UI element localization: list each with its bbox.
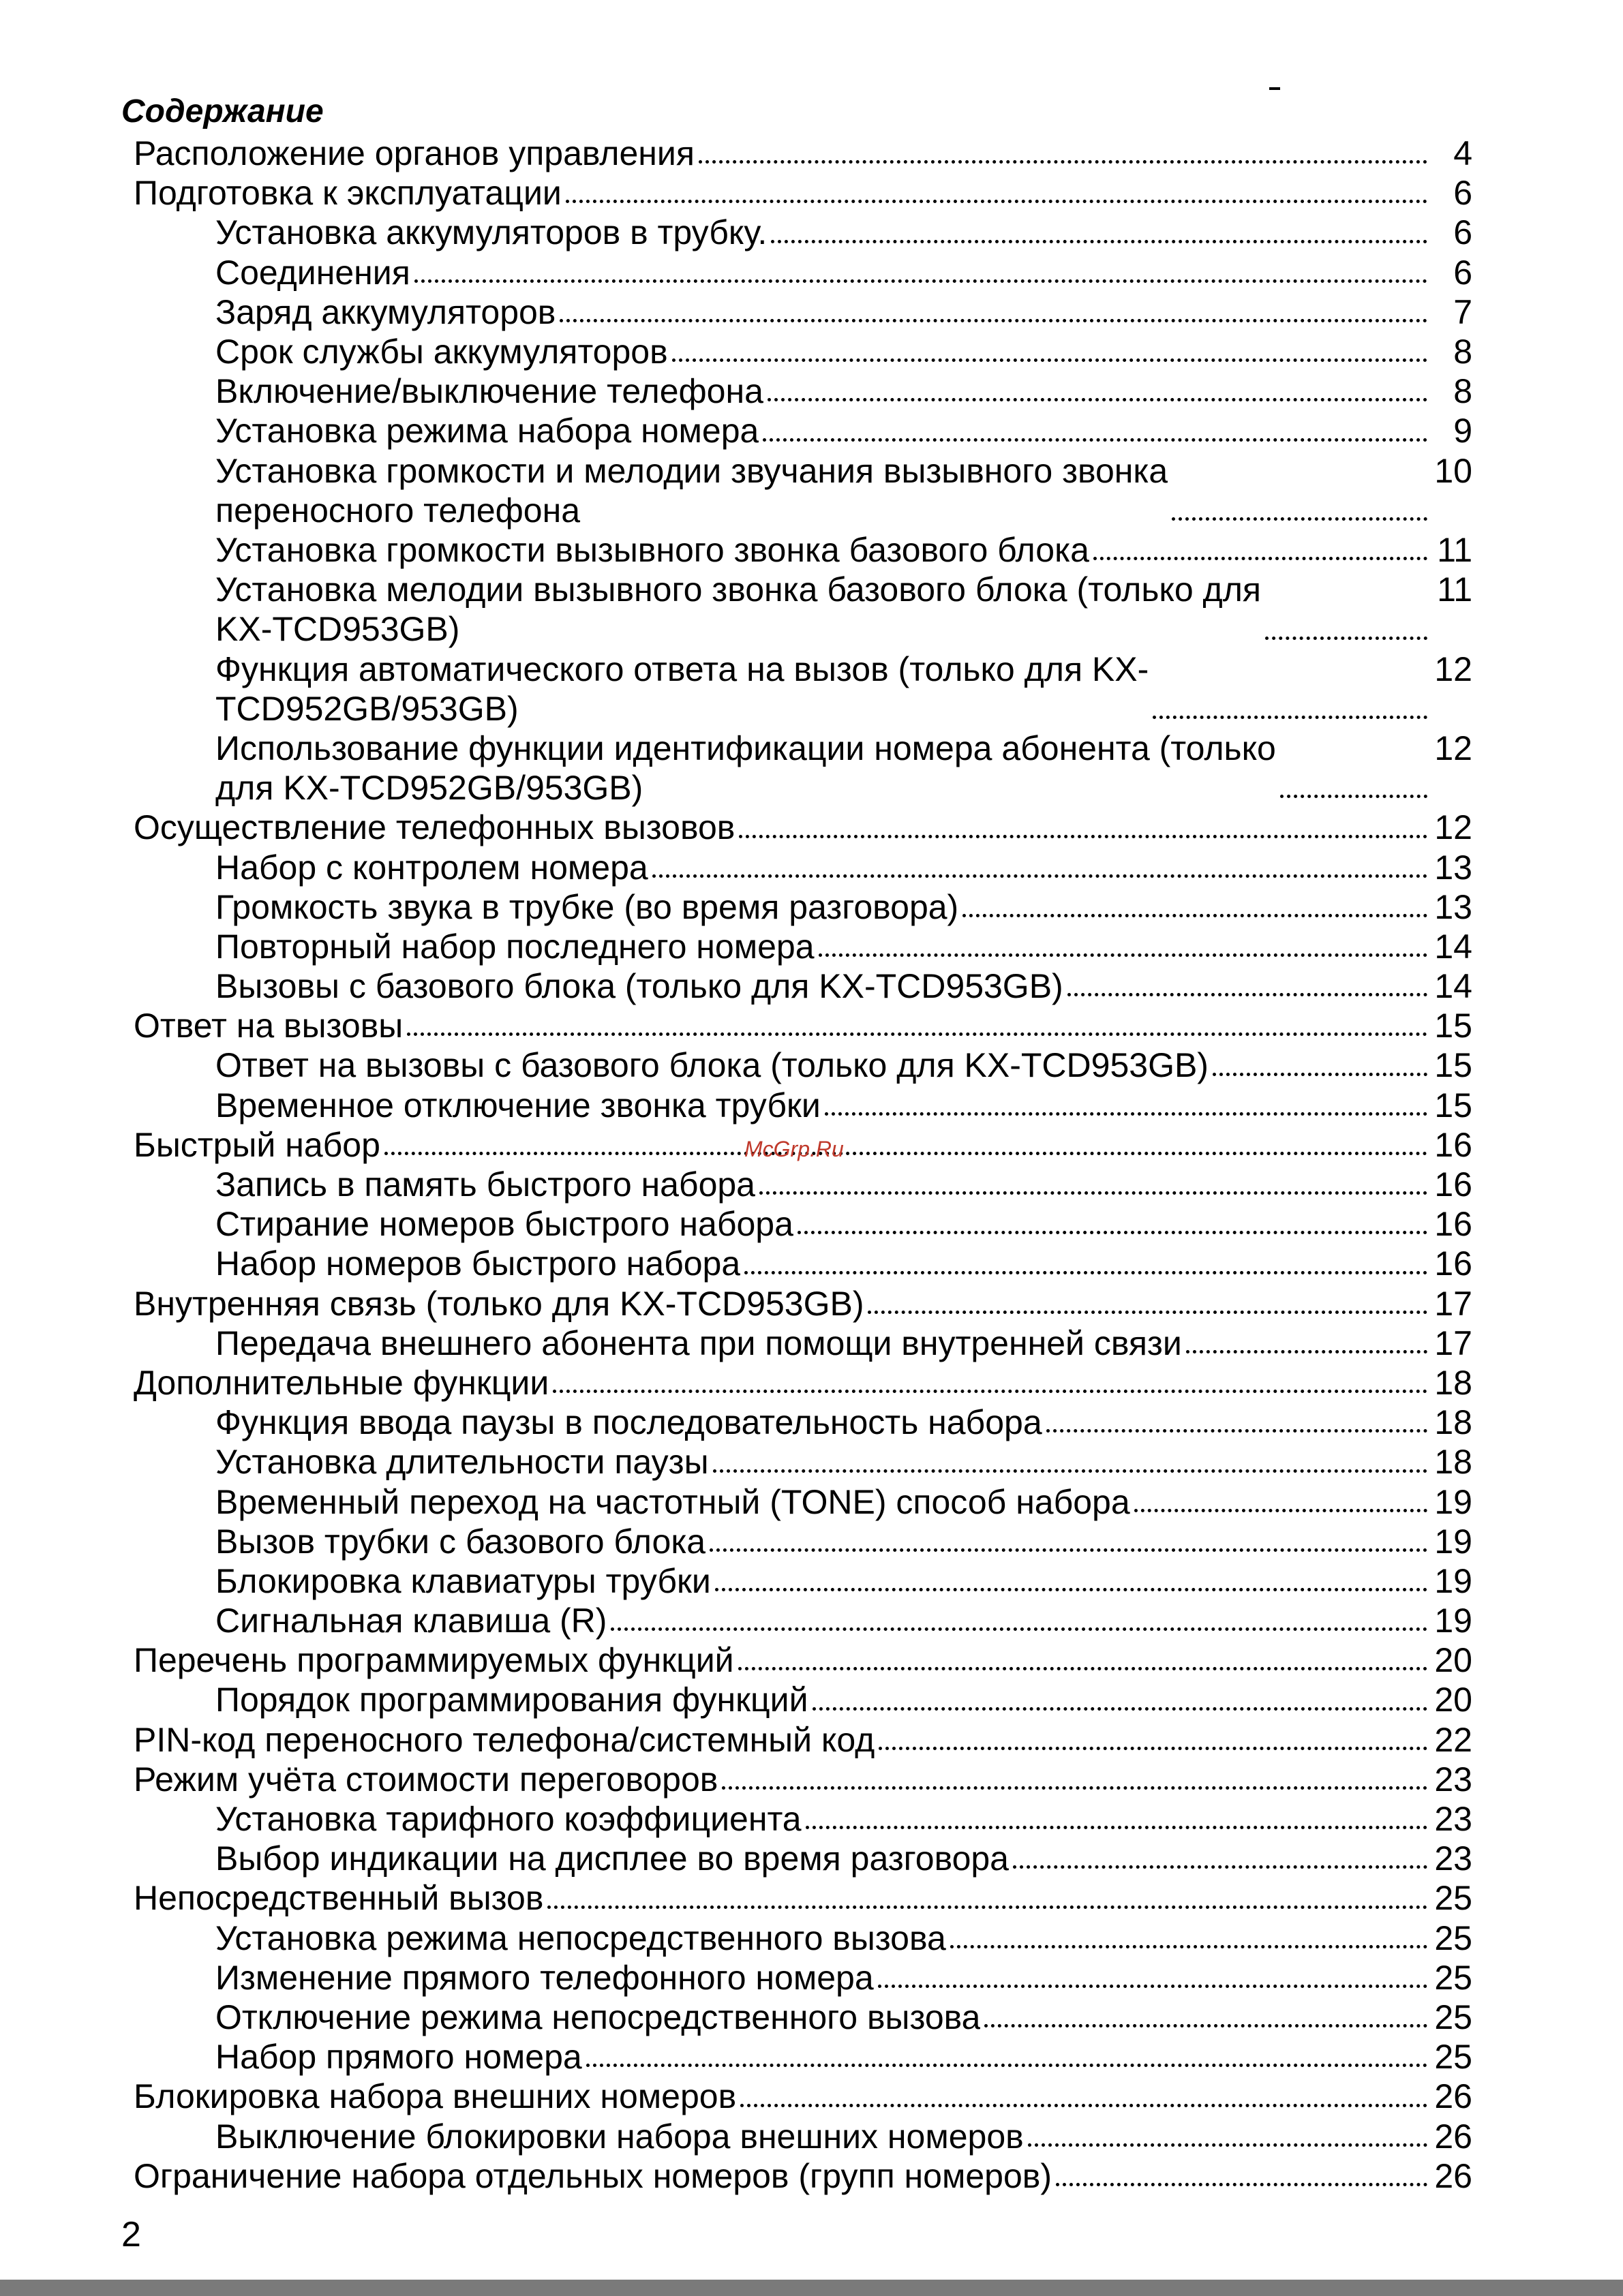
dot-leader	[407, 1032, 1427, 1036]
toc-entry-title: Установка громкости вызывного звонка базового блока	[215, 530, 1089, 569]
toc-entry-page: 13	[1434, 887, 1472, 926]
toc-entry	[134, 1284, 1472, 1323]
dot-leader	[566, 200, 1427, 203]
toc-entry-page: 25	[1434, 2038, 1472, 2077]
toc-subentry	[134, 1839, 1472, 1878]
dot-leader	[825, 1112, 1427, 1116]
toc-entry-page: 26	[1434, 2077, 1472, 2116]
dot-leader	[738, 1667, 1427, 1670]
toc-entry-page: 19	[1434, 1602, 1472, 1640]
dot-leader	[806, 1826, 1427, 1829]
toc-entry	[134, 2077, 1472, 2116]
dot-leader	[384, 1152, 1427, 1155]
toc-entry-title: Установка мелодии вызывного звонка базового блока (только для KX-TCD953GB)	[215, 570, 1261, 649]
toc-subentry	[134, 411, 1472, 450]
dot-leader	[652, 874, 1427, 878]
toc-entry-title: Непосредственный вызов	[134, 1879, 544, 1918]
toc-entry-title: Установка громкости и мелодии звучания вызывного звонка переносного телефона	[215, 451, 1168, 530]
dot-leader	[560, 319, 1427, 322]
watermark: McGrp.Ru	[744, 1137, 844, 1161]
toc-entry-title: Блокировка клавиатуры трубки	[215, 1561, 711, 1600]
dot-leader	[1265, 637, 1427, 640]
toc-entry-title: Отключение режима непосредственного вызова	[215, 1997, 981, 2036]
toc-entry-title: Вызов трубки с базового блока	[215, 1522, 706, 1561]
dot-leader	[1280, 795, 1427, 798]
dot-leader	[710, 1548, 1427, 1552]
toc-entry-title: Расположение органов управления	[134, 134, 695, 172]
toc-entry-title: Передача внешнего абонента при помощи внутренней связи	[215, 1323, 1182, 1362]
toc-entry-title: Изменение прямого телефонного номера	[215, 1958, 874, 1997]
toc-entry-page: 19	[1434, 1561, 1472, 1600]
dot-leader	[1153, 716, 1427, 719]
toc-subentry	[134, 1244, 1472, 1283]
toc-entry-page: 6	[1453, 213, 1472, 252]
table-of-contents	[134, 134, 1472, 2196]
scan-speck	[1269, 87, 1280, 90]
dot-leader	[962, 914, 1427, 917]
page-title: Содержание	[121, 93, 324, 129]
toc-entry-title: Перечень программируемых функций	[134, 1641, 734, 1680]
toc-entry-page: 6	[1453, 174, 1472, 213]
toc-entry-page: 14	[1434, 967, 1472, 1006]
toc-entry-title: Функция автоматического ответа на вызов (только для KX- TCD952GB/953GB)	[215, 649, 1149, 728]
toc-entry-page: 26	[1434, 2117, 1472, 2156]
dot-leader	[984, 2024, 1427, 2027]
toc-entry-title: Порядок программирования функций	[215, 1681, 808, 1719]
toc-entry-title: Временное отключение звонка трубки	[215, 1086, 821, 1124]
dot-leader	[699, 160, 1427, 164]
toc-entry-title: Установка тарифного коэффициента	[215, 1800, 802, 1838]
dot-leader	[771, 240, 1427, 243]
toc-entry-page: 17	[1434, 1323, 1472, 1362]
toc-entry-title: Ответ на вызовы	[134, 1007, 404, 1045]
dot-leader	[553, 1390, 1427, 1393]
dot-leader	[768, 398, 1427, 401]
toc-entry-title: Установка режима набора номера	[215, 412, 759, 450]
scan-bottom-edge	[0, 2280, 1623, 2296]
toc-entry-title: Ограничение набора отдельных номеров (групп номеров)	[134, 2156, 1052, 2195]
toc-subentry	[134, 1997, 1472, 2037]
toc-entry-title: Быстрый набор	[134, 1125, 380, 1164]
toc-subentry	[134, 253, 1472, 292]
toc-entry-title: Запись в память быстрого набора	[215, 1165, 755, 1204]
dot-leader	[1028, 2143, 1427, 2147]
toc-entry-page: 11	[1437, 530, 1472, 569]
toc-entry	[134, 1720, 1472, 1760]
dot-leader	[759, 1191, 1427, 1195]
toc-entry-page: 14	[1434, 927, 1472, 966]
dot-leader	[763, 438, 1427, 442]
toc-entry-page: 6	[1453, 253, 1472, 292]
toc-entry-title: Соединения	[215, 253, 410, 292]
toc-subentry	[134, 1482, 1472, 1522]
toc-subentry	[134, 1680, 1472, 1719]
toc-entry-title: Набор прямого номера	[215, 2038, 582, 2077]
toc-entry-page: 8	[1453, 332, 1472, 371]
toc-entry-page: 7	[1453, 292, 1472, 331]
dot-leader	[1013, 1865, 1427, 1869]
toc-entry-title: Дополнительные функции	[134, 1363, 549, 1402]
toc-entry-title: Осуществление телефонных вызовов	[134, 808, 735, 847]
toc-subentry	[134, 1204, 1472, 1244]
toc-entry-page: 25	[1434, 1997, 1472, 2036]
toc-subentry	[134, 966, 1472, 1006]
toc-entry-page: 17	[1434, 1284, 1472, 1323]
toc-subentry	[134, 1799, 1472, 1839]
toc-subentry	[134, 1045, 1472, 1085]
toc-subentry	[134, 451, 1472, 530]
toc-entry-page: 20	[1434, 1641, 1472, 1680]
dot-leader	[713, 1469, 1427, 1473]
toc-entry-page: 18	[1434, 1363, 1472, 1402]
toc-entry-title: Блокировка набора внешних номеров	[134, 2077, 737, 2116]
toc-entry-title: Внутренняя связь (только для KX-TCD953GB)	[134, 1284, 864, 1323]
toc-entry-page: 22	[1434, 1720, 1472, 1759]
dot-leader	[1172, 517, 1427, 521]
toc-subentry	[134, 649, 1472, 729]
toc-entry-page: 23	[1434, 1839, 1472, 1878]
toc-entry-page: 12	[1434, 729, 1472, 767]
toc-subentry	[134, 848, 1472, 887]
toc-subentry	[134, 927, 1472, 966]
toc-entry-title: Подготовка к эксплуатации	[134, 174, 562, 213]
toc-entry-title: Набор с контролем номера	[215, 848, 648, 887]
toc-entry-page: 23	[1434, 1800, 1472, 1838]
toc-entry-title: Установка длительности паузы	[215, 1443, 709, 1482]
dot-leader	[1067, 993, 1427, 996]
toc-subentry	[134, 213, 1472, 252]
toc-entry-page: 15	[1434, 1046, 1472, 1085]
toc-subentry	[134, 292, 1472, 332]
toc-entry	[134, 173, 1472, 213]
toc-entry-title: Сигнальная клавиша (R)	[215, 1602, 607, 1640]
toc-subentry	[134, 1165, 1472, 1204]
toc-subentry	[134, 1086, 1472, 1125]
toc-subentry	[134, 1958, 1472, 1997]
toc-entry-page: 16	[1434, 1244, 1472, 1283]
toc-subentry	[134, 729, 1472, 808]
dot-leader	[819, 953, 1427, 957]
toc-entry-title: Громкость звука в трубке (во время разговора)	[215, 887, 959, 926]
toc-entry	[134, 1640, 1472, 1680]
dot-leader	[744, 1271, 1427, 1274]
toc-entry-page: 19	[1434, 1482, 1472, 1521]
toc-entry-title: Установка аккумуляторов в трубку.	[215, 213, 768, 252]
toc-subentry	[134, 2117, 1472, 2156]
toc-entry-page: 8	[1453, 372, 1472, 411]
toc-subentry	[134, 887, 1472, 927]
toc-entry-title: Режим учёта стоимости переговоров	[134, 1760, 718, 1798]
toc-entry-title: Включение/выключение телефона	[215, 372, 763, 411]
toc-entry-page: 11	[1437, 570, 1472, 609]
dot-leader	[813, 1707, 1427, 1711]
toc-entry-title: Срок службы аккумуляторов	[215, 332, 668, 371]
toc-entry-page: 19	[1434, 1522, 1472, 1561]
toc-entry	[134, 134, 1472, 173]
toc-subentry	[134, 530, 1472, 570]
toc-entry-page: 25	[1434, 1958, 1472, 1997]
toc-entry-page: 18	[1434, 1443, 1472, 1482]
toc-entry-page: 15	[1434, 1086, 1472, 1124]
toc-subentry	[134, 1522, 1472, 1561]
toc-entry-title: Ответ на вызовы с базового блока (только для KX-TCD953GB)	[215, 1046, 1209, 1085]
toc-subentry	[134, 570, 1472, 649]
toc-entry-page: 16	[1434, 1125, 1472, 1164]
dot-leader	[798, 1231, 1427, 1234]
page-number: 2	[121, 2215, 141, 2254]
toc-entry-title: Выключение блокировки набора внешних номеров	[215, 2117, 1024, 2156]
toc-subentry	[134, 1918, 1472, 1958]
toc-entry-page: 26	[1434, 2156, 1472, 2195]
toc-entry-page: 18	[1434, 1403, 1472, 1442]
toc-entry-page: 25	[1434, 1918, 1472, 1957]
toc-entry-page: 16	[1434, 1205, 1472, 1244]
toc-entry-title: Стирание номеров быстрого набора	[215, 1205, 793, 1244]
toc-subentry	[134, 1601, 1472, 1640]
toc-entry	[134, 1006, 1472, 1045]
toc-entry-title: PIN-код переносного телефона/системный код	[134, 1720, 875, 1759]
toc-entry-page: 15	[1434, 1007, 1472, 1045]
dot-leader	[611, 1627, 1427, 1631]
toc-entry-page: 20	[1434, 1681, 1472, 1719]
toc-subentry	[134, 1323, 1472, 1363]
dot-leader	[547, 1905, 1427, 1909]
dot-leader	[586, 2064, 1427, 2067]
dot-leader	[878, 1985, 1427, 1988]
toc-entry-title: Набор номеров быстрого набора	[215, 1244, 741, 1283]
toc-subentry	[134, 1442, 1472, 1482]
toc-entry	[134, 2156, 1472, 2196]
dot-leader	[1134, 1509, 1427, 1512]
dot-leader	[1046, 1429, 1427, 1433]
toc-entry-page: 12	[1434, 649, 1472, 688]
dot-leader	[715, 1588, 1427, 1591]
toc-entry-title: Временный переход на частотный (TONE) способ набора	[215, 1482, 1130, 1521]
toc-subentry	[134, 332, 1472, 371]
toc-subentry	[134, 371, 1472, 411]
toc-entry-page: 16	[1434, 1165, 1472, 1204]
dot-leader	[414, 279, 1427, 283]
dot-leader	[1186, 1350, 1427, 1353]
toc-entry-title: Выбор индикации на дисплее во время разговора	[215, 1839, 1009, 1878]
toc-entry-page: 13	[1434, 848, 1472, 887]
toc-subentry	[134, 1561, 1472, 1601]
toc-entry-title: Вызовы с базового блока (только для KX-TCD953GB)	[215, 967, 1063, 1006]
toc-entry	[134, 1363, 1472, 1403]
toc-entry-page: 9	[1453, 412, 1472, 450]
toc-entry-title: Повторный набор последнего номера	[215, 927, 815, 966]
toc-entry-title: Установка режима непосредственного вызова	[215, 1918, 946, 1957]
toc-entry-title: Использование функции идентификации номера абонента (только для KX-TCD952GB/953GB)	[215, 729, 1276, 808]
dot-leader	[1056, 2183, 1427, 2186]
toc-entry-page: 25	[1434, 1879, 1472, 1918]
toc-entry-page: 23	[1434, 1760, 1472, 1798]
toc-entry-title: Функция ввода паузы в последовательность набора	[215, 1403, 1042, 1442]
toc-entry	[134, 1878, 1472, 1918]
dot-leader	[950, 1945, 1427, 1948]
toc-entry	[134, 808, 1472, 847]
dot-leader	[1093, 557, 1427, 560]
toc-entry-page: 4	[1453, 134, 1472, 172]
dot-leader	[1213, 1073, 1427, 1076]
toc-subentry	[134, 1403, 1472, 1442]
toc-entry-page: 12	[1434, 808, 1472, 847]
dot-leader	[722, 1786, 1427, 1790]
toc-subentry	[134, 2037, 1472, 2077]
toc-entry-page: 10	[1434, 451, 1472, 490]
dot-leader	[739, 835, 1427, 838]
dot-leader	[740, 2104, 1427, 2107]
toc-entry-title: Заряд аккумуляторов	[215, 292, 556, 331]
dot-leader	[879, 1747, 1427, 1750]
toc-entry	[134, 1760, 1472, 1799]
dot-leader	[868, 1311, 1427, 1314]
dot-leader	[672, 358, 1427, 362]
